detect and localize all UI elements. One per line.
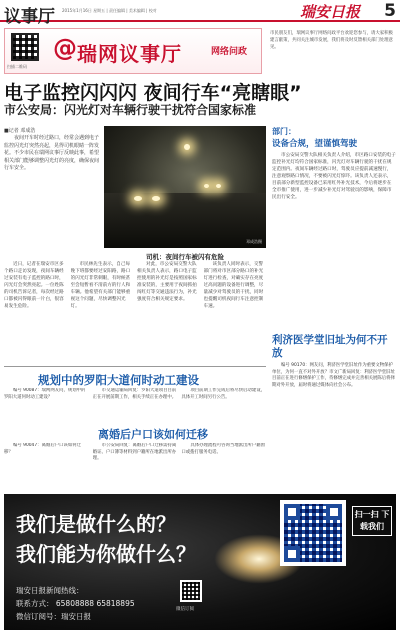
right-story: [272, 334, 396, 389]
lead-paragraph: 夜间开车时经过路口，经常会遇到电子监控闪光灯突然亮起，晃得司机眼睛一阵发花。不少市民在瑞网议事厅反映此事，希望相关部门能够调整闪光灯的亮度，确保夜间行车安全。: [4, 135, 100, 171]
photo-road: [104, 193, 266, 248]
right-story-body: 编号 90170：网友问，利济医学堂旧址作为重要文物保护单位，为何一直不对外开放？市文广新局回复：利济医学堂旧址目前正在进行修缮保护工作，待修缮完成并完善相关展陈后将择期对外开放，届时将通过媒体向社会公布。: [272, 363, 395, 388]
byline: ■记者 邓成浩: [4, 128, 36, 134]
body-column: 具体办理流程可咨询当地派出所户籍窗口或拨打服务电话。: [181, 443, 265, 455]
photo-credit: 邓成浩摄: [246, 239, 262, 244]
promo-ad: [4, 494, 396, 630]
body-column: 该负责人同时表示，交警部门将对市区部分路口的补光灯进行检查，对确实存在亮度过高问题的设备进行调整，尽量减少对驾驶员的干扰，同时也提醒司机夜间行车注意控制车速。: [203, 262, 264, 309]
qr-code-icon[interactable]: [11, 33, 39, 61]
banner-title: 瑞网议事厅: [77, 42, 182, 66]
photo-caption: 司机：夜间行车被闪有危险: [146, 253, 224, 261]
page-number: 5: [384, 1, 396, 21]
story2-body: [4, 388, 266, 426]
ad-qr-code-icon[interactable]: [280, 500, 346, 566]
paper-masthead: 瑞安日报: [299, 3, 360, 21]
body-column: 市交通运输局回复：罗阳大道项目目前正在开展前期工作，相关手续正在办理中。: [92, 388, 177, 400]
ad-info-line: 联系方式： 65808888 65818895: [16, 599, 135, 608]
date-line: 2015年1月16日 星期五 | 责任编辑 | 美术编辑 | 校对: [62, 8, 157, 13]
section-title: 议事厅: [4, 7, 55, 27]
side-title: 设备合规，望谨慎驾驶: [272, 139, 358, 149]
side-story: [272, 126, 396, 201]
banner-intro-text: 市民朋友们，瑞网议事厅网络问政平台欢迎您参与，请大家积极建言献策，共同关注城市发展，我们将及时反馈相关部门处理意见。: [270, 31, 393, 50]
ad-headline-1: 我们是做什么的？: [16, 512, 176, 536]
story3-title: 离婚后户口该如何迁移: [98, 428, 208, 441]
wechat-qr-caption: 微信订阅: [176, 607, 194, 612]
main-story-body: [4, 261, 266, 361]
qr-corner: [284, 546, 300, 562]
body-column: 市公安局回复：离婚后户口迁移需持离婚证、户口簿等材料到户籍所在地派出所办理。: [92, 443, 177, 461]
page-header: [0, 0, 400, 27]
body-column: 项目前期工作完成后将尽快启动建设，具体开工时间另行公告。: [181, 388, 265, 400]
body-column: 对此，市公安局交警大队相关负责人表示，路口电子监控使用的补光灯是按照国家标准安装的，主要用于夜间抓拍闯红灯等交通违法行为，补光强度符合相关规定要求。: [137, 262, 197, 302]
wechat-qr-icon[interactable]: [180, 580, 202, 602]
right-story-title: 利济医学堂旧址为何不开放: [272, 334, 388, 359]
ad-contact-info: [16, 584, 135, 623]
photo-headlight: [216, 184, 221, 188]
photo-headlight: [152, 196, 160, 201]
ad-info-line: 微信订阅号：瑞安日报: [16, 612, 91, 621]
banner-subtitle: 网络问政: [211, 47, 248, 57]
news-photo: [104, 126, 266, 248]
divider: [4, 366, 266, 367]
main-headline: 电子监控闪闪闪 夜间行车“亮瞎眼”: [4, 82, 302, 104]
qr-caption: 扫描二维码: [7, 64, 27, 69]
side-body: 市公安局交警大队相关负责人介绍，市区路口安装的电子监控补光灯均符合国家标准，闪光灯对车辆行驶的干扰在规定范围内。夜间车辆经过路口时，驾驶员应提前减速慢行，注意观察路口情况，不要被闪光灯惊吓。该负责人还表示，目前部分新型监控设备已采用红外补光技术，今后将逐步在全市推广使用，进一步减少补光灯对驾驶员的影响，保障市民出行安全。: [272, 153, 396, 200]
side-kicker: 部门：: [272, 127, 296, 136]
body-column: 近日，记者在瑞安市区多个路口走访发现，夜间车辆经过安装有电子监控的路口时，闪光灯会突然亮起。一位姓陈的司机告诉记者，每次经过路口都被闪得眼前一片白，很容易发生危险。: [4, 262, 64, 309]
qr-corner: [284, 504, 300, 520]
body-column: 编号 90047：离婚后户口该如何迁移？: [4, 443, 82, 455]
ad-headline-2: 我们能为你做什么？: [16, 542, 196, 566]
story2-title: 规划中的罗阳大道何时动工建设: [38, 373, 199, 387]
qr-corner: [326, 504, 342, 520]
ad-info-line: 瑞安日报新闻热线：: [16, 586, 84, 595]
at-icon: @: [53, 34, 77, 62]
main-subheadline: 市公安局：闪光灯对车辆行驶干扰符合国家标准: [4, 103, 257, 117]
photo-headlight: [134, 196, 142, 201]
body-column: 编号 90087：瑞网网友问，规划中的罗阳大道何时动工建设？: [4, 388, 86, 400]
column-banner: [4, 28, 396, 74]
ad-scan-label: 扫一扫 下载我们: [352, 506, 392, 536]
banner-title-box: [4, 28, 262, 74]
photo-headlight: [204, 184, 209, 188]
photo-streetlight: [184, 144, 190, 150]
body-column: 市民林先生表示，自己每晚下班都要经过安阳路，路口的闪光灯非常刺眼，有时候甚至会短暂看不清前方的行人和车辆。他希望有关部门能够重视这个问题，尽快调整闪光灯。: [70, 262, 131, 309]
story3-body: [4, 443, 266, 491]
